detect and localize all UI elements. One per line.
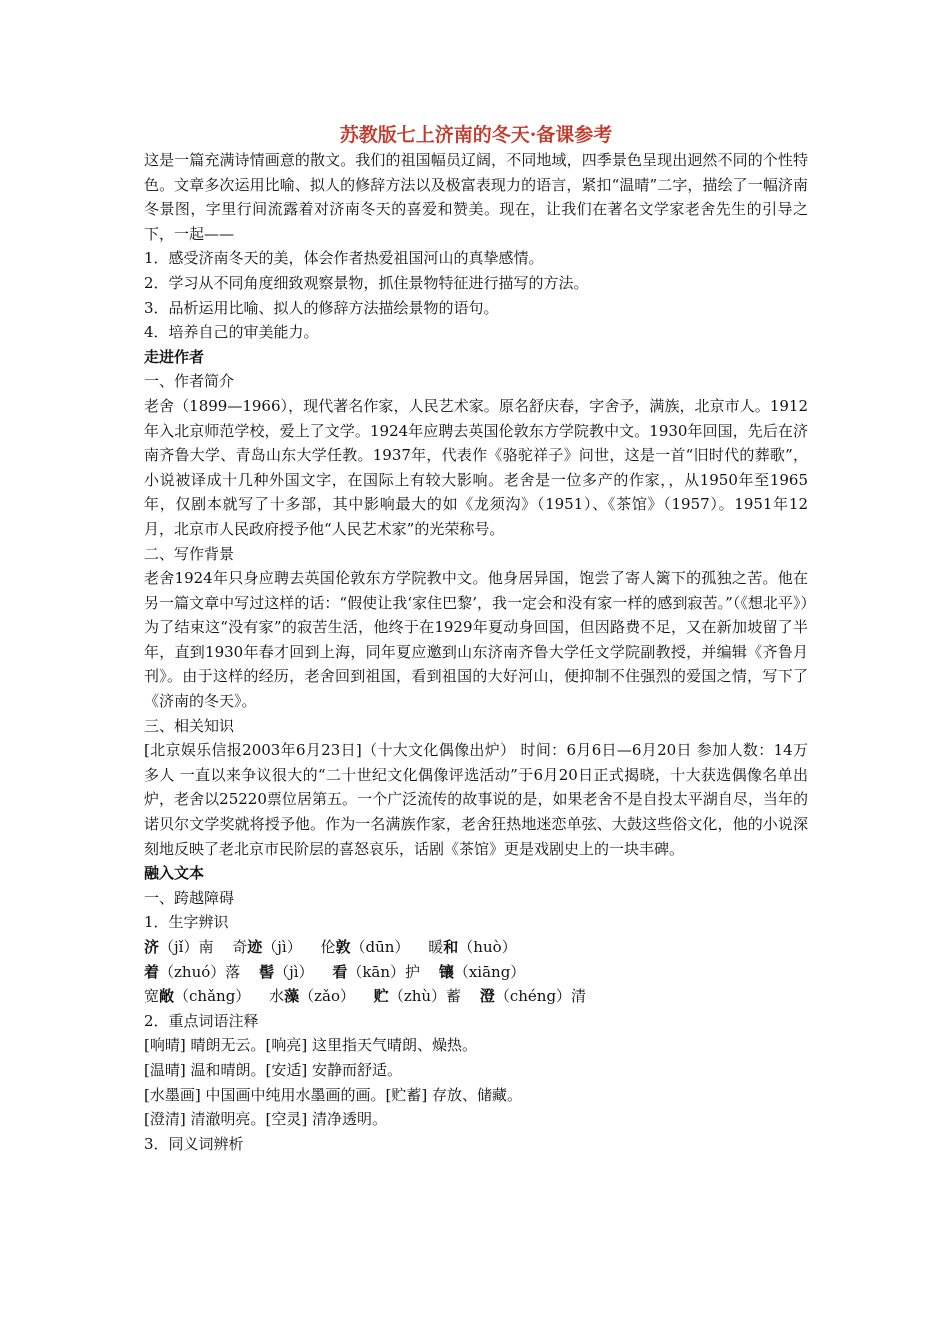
- subheading-obstacles: 一、跨越障碍: [144, 888, 235, 907]
- vocab-character: 济: [144, 938, 160, 956]
- char-pinyin: （xiāng）: [453, 962, 526, 981]
- subheading-knowledge: 三、相关知识: [144, 716, 235, 735]
- term-definition: [响晴] 晴朗无云。[响亮] 这里指天气晴朗、燥热。: [144, 1036, 477, 1055]
- character-row: [144, 984, 808, 1009]
- char-prefix: 水: [269, 987, 285, 1006]
- subheading-terms: 2．重点词语注释: [144, 1011, 259, 1030]
- vocab-character: 贮: [373, 987, 389, 1006]
- char-pinyin: （jǐ）南: [159, 938, 214, 956]
- char-pinyin: （jì）: [262, 938, 302, 956]
- subheading-synonyms: 3．同义词辨析: [144, 1134, 244, 1153]
- vocab-character: 镶: [438, 962, 454, 981]
- vocab-character: 敦: [335, 938, 351, 956]
- vocab-character: 敞: [159, 987, 175, 1006]
- intro-paragraph: 这是一篇充满诗情画意的散文。我们的祖国幅员辽阔，不同地域，四季景色呈现出迥然不同的个性特色。文章多次运用比喻、拟人的修辞方法以及极富表现力的语言，紧扣“温晴”二字，描绘了一幅济南冬景图，字里行间流露着对济南冬天的喜爱和赞美。现在，让我们在著名文学家老舍先生的引导之下，一起——: [144, 151, 808, 243]
- vocab-character: 藻: [284, 987, 300, 1006]
- vocab-character: 髻: [259, 962, 275, 981]
- section-heading-author: 走进作者: [144, 347, 205, 366]
- goal-item: 2．学习从不同角度细致观察景物，抓住景物特征进行描写的方法。: [144, 273, 589, 292]
- char-pinyin: （dūn）: [350, 938, 410, 956]
- term-definition: [澄清] 清澈明亮。[空灵] 清净透明。: [144, 1110, 387, 1129]
- author-bio-paragraph: 老舍（1899—1966），现代著名作家，人民艺术家。原名舒庆春，字舍予，满族，北京市人。1912年入北京师范学校，爱上了文学。1924年应聘去英国伦敦东方学院教中文。1930年回国，先后在济南齐鲁大学、青岛山东大学任教。1937年，代表作《骆驼祥子》问世，这是一首“旧时代的葬歌”，小说被译成十几种外国文字，在国际上有较大影响。老舍是一位多产的作家，，从1950年至1965年，仅剧本就写了十多部，其中影响最大的如《龙须沟》（1951）、《茶馆》（1957）。1951年12月，北京市人民政府授予他“人民艺术家”的光荣称号。: [144, 396, 808, 538]
- char-pinyin: （kān）护: [347, 962, 421, 981]
- char-pinyin: （zǎo）: [299, 987, 356, 1006]
- subheading-characters: 1．生字辨识: [144, 913, 229, 932]
- vocab-character: 和: [443, 938, 459, 956]
- term-definition: [温晴] 温和晴朗。[安适] 安静而舒适。: [144, 1060, 402, 1079]
- vocab-character: 着: [144, 962, 160, 981]
- char-pinyin: （huò）: [458, 938, 517, 956]
- vocab-character: 澄: [479, 987, 495, 1006]
- char-pinyin: （chéng）清: [494, 987, 587, 1006]
- char-prefix: 奇: [232, 938, 248, 956]
- goal-item: 3．品析运用比喻、拟人的修辞方法描绘景物的语句。: [144, 298, 499, 317]
- document-title: 苏教版七上济南的冬天·备课参考: [339, 124, 613, 146]
- char-pinyin: （chǎng）: [174, 987, 251, 1006]
- goal-item: 1．感受济南冬天的美，体会作者热爱祖国河山的真挚感情。: [144, 249, 544, 268]
- char-pinyin: （zhù）蓄: [388, 987, 462, 1006]
- subheading-author-intro: 一、作者简介: [144, 372, 235, 391]
- vocab-character: 看: [332, 962, 348, 981]
- char-pinyin: （jì）: [274, 962, 314, 981]
- goal-item: 4．培养自己的审美能力。: [144, 323, 319, 342]
- char-prefix: 伦: [320, 938, 336, 956]
- background-paragraph: 老舍1924年只身应聘去英国伦敦东方学院教中文。他身居异国，饱尝了寄人篱下的孤独之苦。他在另一篇文章中写过这样的话：“假使让我‘家住巴黎’，我一定会和没有家一样的感到寂苦。”（《想北平》）为了结束这“没有家”的寂苦生活，他终于在1929年夏动身回国，但因路费不足，又在新加坡留了半年，直到1930年春才回到上海，同年夏应邀到山东济南齐鲁大学任文学院副教授，并编辑《齐鲁月刊》。由于这样的经历，老舍回到祖国，看到祖国的大好河山，便抑制不住强烈的爱国之情，写下了《济南的冬天》。: [144, 569, 808, 711]
- knowledge-paragraph: [北京娱乐信报2003年6月23日]（十大文化偶像出炉） 时间：6月6日—6月20日 参加人数：14万多人 一直以来争议很大的“二十世纪文化偶像评选活动”于6月20日正式揭晓，十大获选偶像名单出炉，老舍以25220票位居第五。一个广泛流传的故事说的是，如果老舍不是自投太平湖自尽，当年的诺贝尔文学奖就将授予他。作为一名满族作家，老舍狂热地迷恋单弦、大鼓这些俗文化，他的小说深刻地反映了老北京市民阶层的喜怒哀乐，话剧《茶馆》更是戏剧史上的一块丰碑。: [144, 741, 808, 858]
- document-page: [144, 122, 808, 1156]
- section-heading-text: 融入文本: [144, 864, 205, 883]
- char-pinyin: （zhuó）落: [159, 962, 241, 981]
- vocab-character: 迹: [247, 938, 263, 956]
- char-prefix: 暖: [428, 938, 444, 956]
- char-prefix: 宽: [144, 987, 160, 1006]
- character-row: [144, 935, 808, 960]
- term-definition: [水墨画] 中国画中纯用水墨画的画。[贮蓄] 存放、储藏。: [144, 1085, 522, 1104]
- subheading-background: 二、写作背景: [144, 544, 235, 563]
- character-row: [144, 960, 808, 985]
